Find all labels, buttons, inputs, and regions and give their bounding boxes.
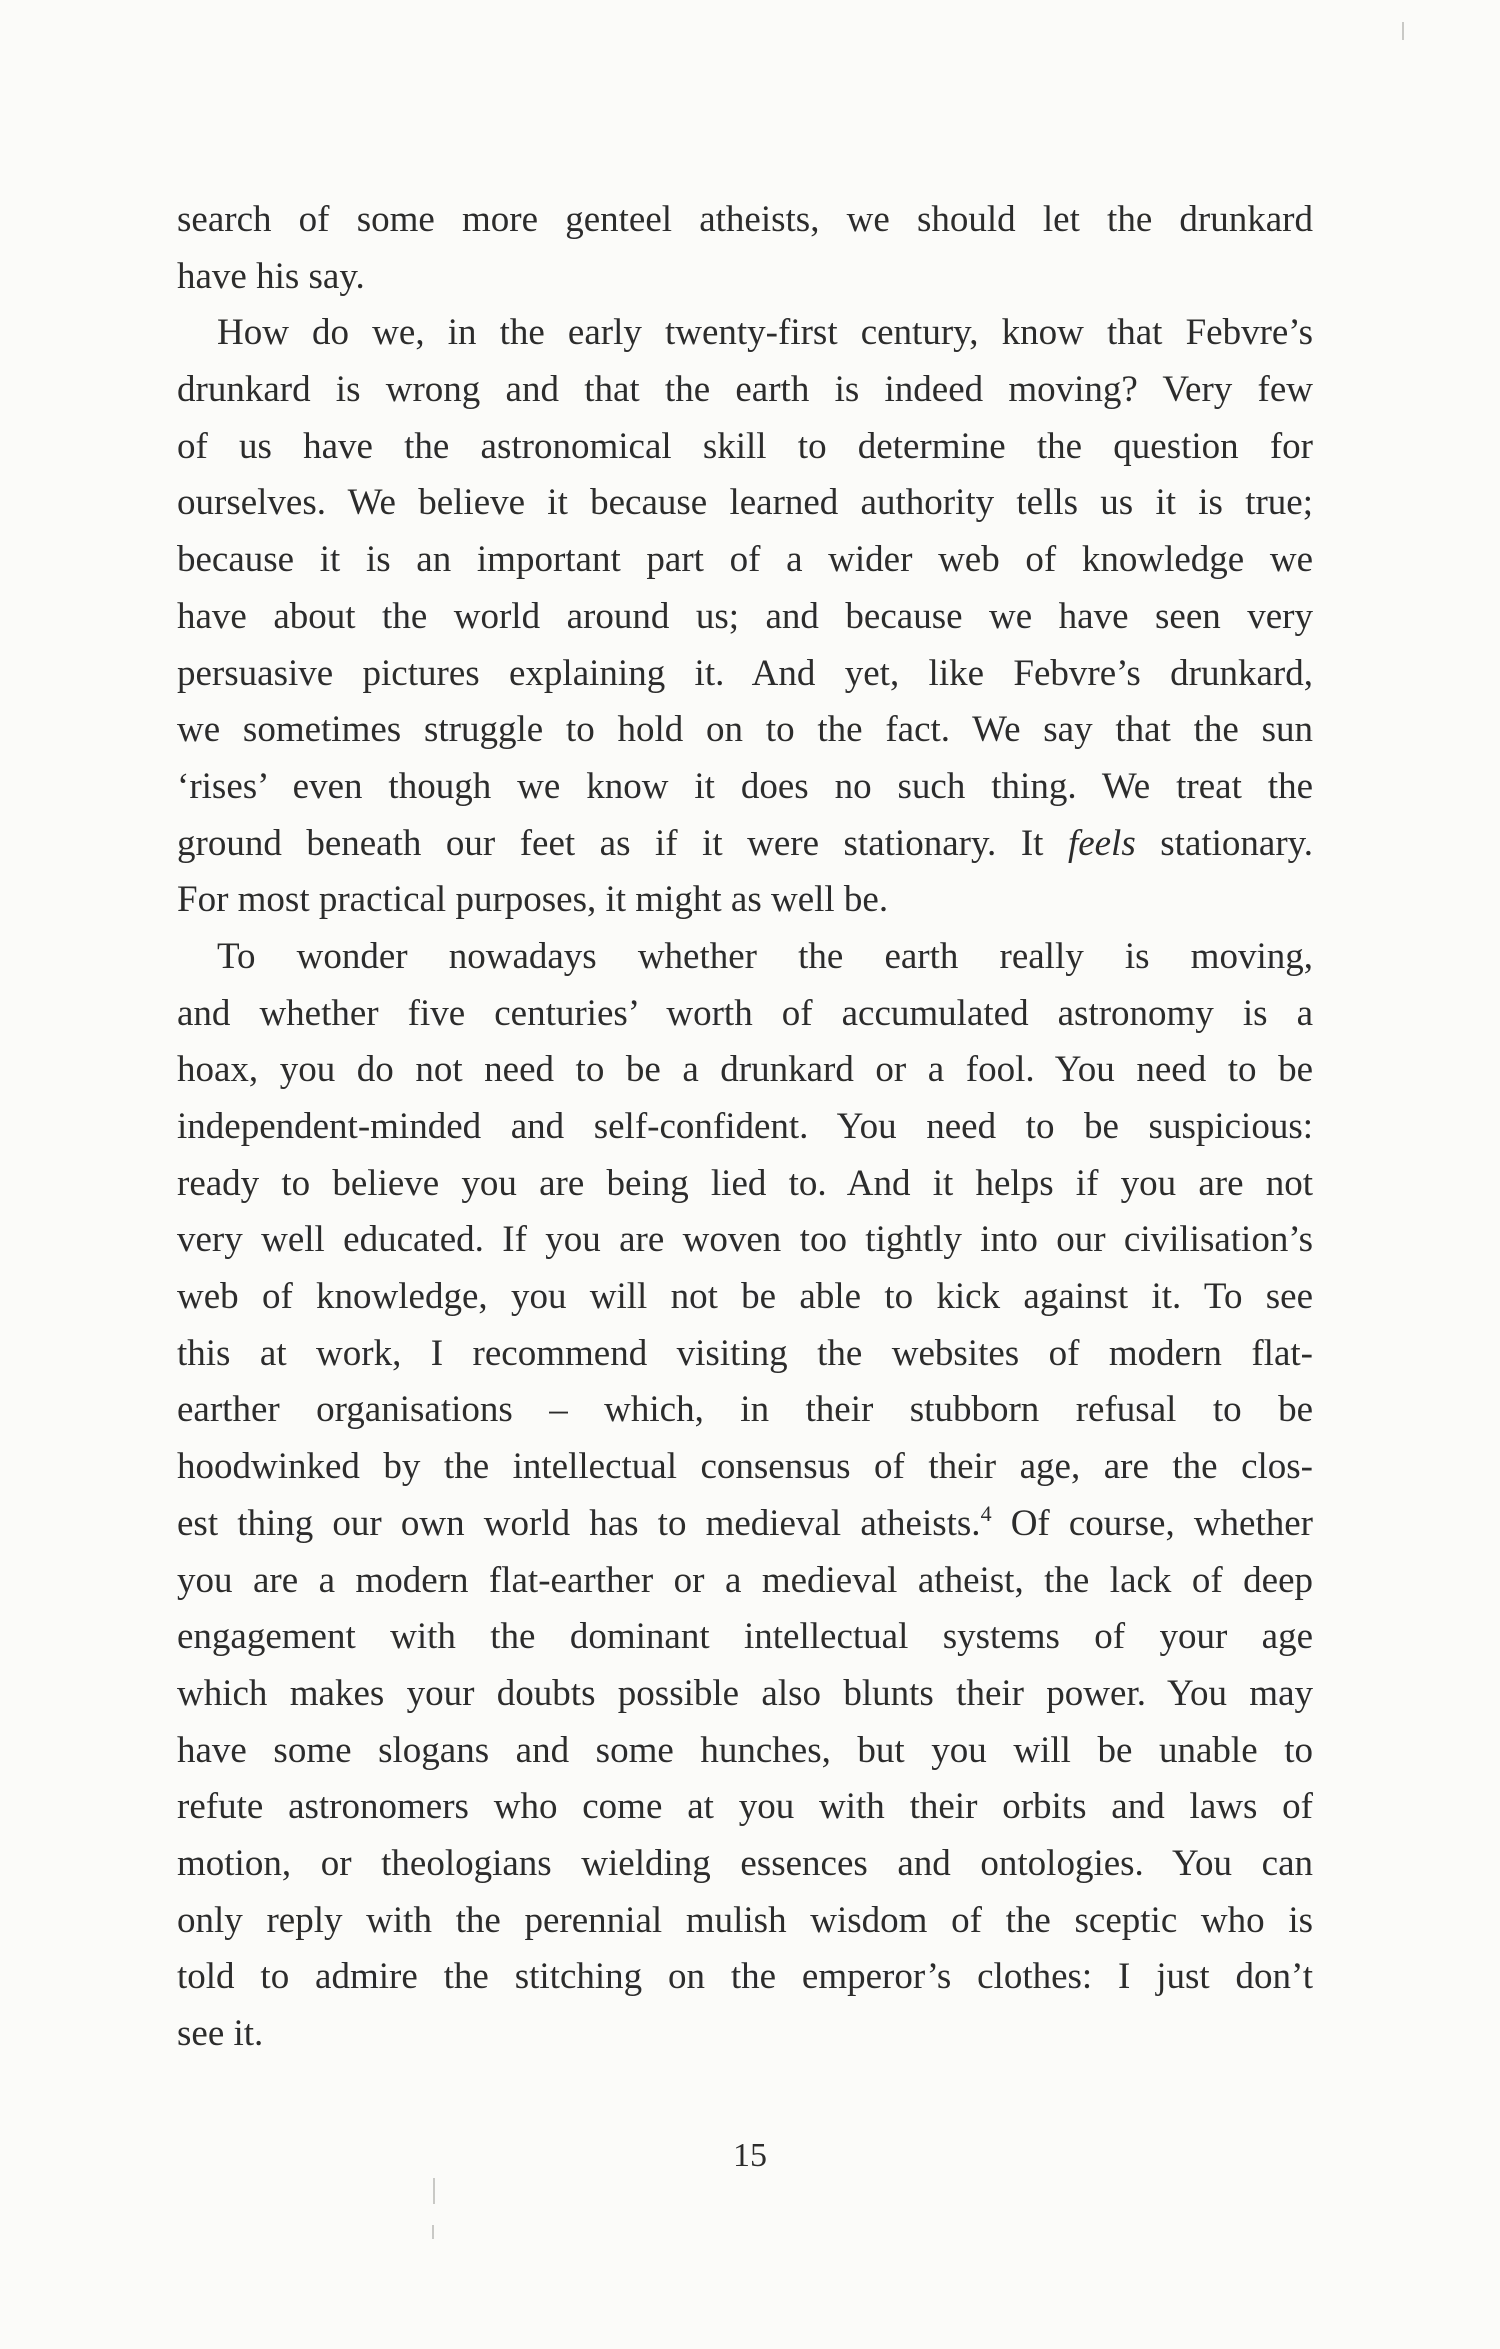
text-line: ‘rises’ even though we know it does no such thing. We treat the bbox=[177, 765, 1313, 807]
text-line: only reply with the perennial mulish wisdom of the sceptic who is bbox=[177, 1899, 1313, 1941]
scan-speck bbox=[1402, 22, 1404, 40]
text-line: and whether five centuries’ worth of accumulated astronomy is a bbox=[177, 992, 1313, 1034]
text-line: earther organisations – which, in their stubborn refusal to be bbox=[177, 1389, 1313, 1431]
page-number: 15 bbox=[733, 2137, 767, 2174]
text-line: have some slogans and some hunches, but you will be unable to bbox=[177, 1729, 1313, 1771]
text-line: this at work, I recommend visiting the websites of modern flat- bbox=[177, 1332, 1313, 1374]
text-segment: stationary. bbox=[1160, 822, 1314, 864]
text-line: have about the world around us; and because we have seen very bbox=[177, 595, 1313, 637]
text-line: have his say. bbox=[177, 255, 365, 297]
text-segment: est thing our own world has to medieval atheists. bbox=[177, 1502, 981, 1544]
text-line: ready to believe you are being lied to. And it helps if you are not bbox=[177, 1162, 1313, 1204]
text-line-composite bbox=[177, 816, 1313, 873]
text-line: persuasive pictures explaining it. And yet, like Febvre’s drunkard, bbox=[177, 652, 1313, 694]
text-line: you are a modern flat-earther or a medieval atheist, the lack of deep bbox=[177, 1559, 1313, 1601]
text-line: independent-minded and self-confident. You need to be suspicious: bbox=[177, 1106, 1313, 1147]
text-line: which makes your doubts possible also blunts their power. You may bbox=[177, 1672, 1313, 1714]
text-line: we sometimes struggle to hold on to the fact. We say that the sun bbox=[177, 709, 1313, 751]
text-segment: Of course, whether bbox=[1010, 1502, 1313, 1544]
text-line: engagement with the dominant intellectual systems of your age bbox=[177, 1616, 1313, 1658]
text-segment: ground beneath our feet as if it were stationary. bbox=[177, 822, 997, 864]
text-line: hoodwinked by the intellectual consensus of their age, are the clos- bbox=[177, 1446, 1313, 1488]
text-line: hoax, you do not need to be a drunkard or a fool. You need to be bbox=[177, 1049, 1313, 1091]
scan-speck bbox=[433, 2178, 435, 2204]
italic-word: feels bbox=[1067, 822, 1136, 864]
text-line: How do we, in the early twenty-first century, know that Febvre’s bbox=[217, 312, 1313, 354]
text-line: web of knowledge, you will not be able to kick against it. To see bbox=[177, 1276, 1313, 1318]
text-line: search of some more genteel atheists, we should let the drunkard bbox=[177, 199, 1313, 240]
text-line: see it. bbox=[177, 2013, 264, 2054]
text-line: of us have the astronomical skill to determine the question for bbox=[177, 425, 1313, 467]
text-line: because it is an important part of a wider web of knowledge we bbox=[177, 539, 1313, 581]
text-line-composite bbox=[177, 1496, 1313, 1553]
text-line: refute astronomers who come at you with their orbits and laws of bbox=[177, 1786, 1313, 1828]
text-segment: It bbox=[1020, 822, 1044, 864]
scan-speck bbox=[432, 2225, 434, 2239]
text-line: ourselves. We believe it because learned authority tells us it is true; bbox=[177, 482, 1313, 524]
text-line: drunkard is wrong and that the earth is indeed moving? Very few bbox=[177, 369, 1313, 411]
text-line: told to admire the stitching on the emperor’s clothes: I just don’t bbox=[177, 1956, 1313, 1998]
text-line: motion, or theologians wielding essences and ontologies. You can bbox=[177, 1842, 1313, 1884]
text-line: very well educated. If you are woven too tightly into our civilisation’s bbox=[177, 1219, 1313, 1261]
text-line: To wonder nowadays whether the earth really is moving, bbox=[217, 935, 1313, 977]
text-line: For most practical purposes, it might as well be. bbox=[177, 879, 889, 921]
body-text bbox=[177, 192, 1313, 2063]
footnote-reference[interactable]: 4 bbox=[980, 1500, 992, 1526]
